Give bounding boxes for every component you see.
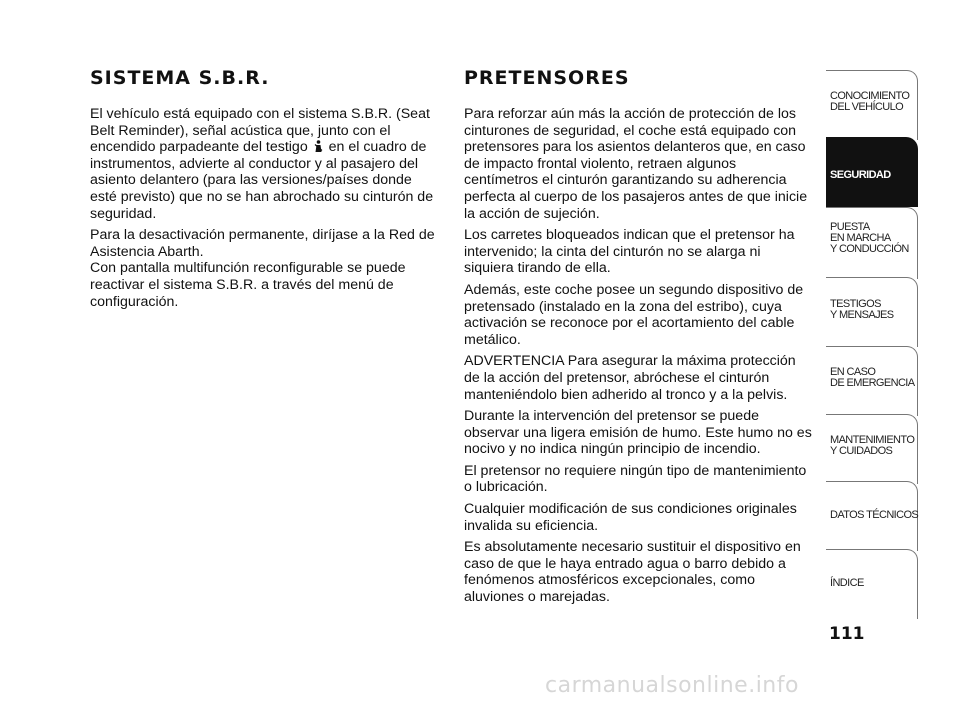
pretensores-paragraph: Los carretes bloqueados indican que el pretensor ha intervenido; la cinta del cinturón no se alarga ni siquiera tirando de ella. (464, 227, 795, 277)
tab-conocimiento-del-vehiculo[interactable]: CONOCIMIENTO DEL VEHÍCULO (826, 70, 918, 140)
sbr-paragraph-3: Con pantalla multifunción reconfigurable se puede reactivar el sistema S.B.R. a través del menú de configuración. (90, 260, 406, 310)
tab-datos-tecnicos[interactable]: DATOS TÉCNICOS (826, 481, 918, 551)
pretensores-paragraph: Además, este coche posee un segundo dispositivo de pretensado (instalado en la zona del estribo), cuya activación se reconoce por el acortamiento del cable metálico. (464, 281, 804, 348)
section-heading-sbr: SISTEMA S.B.R. (90, 67, 270, 89)
pretensores-paragraph: Para reforzar aún más la acción de protección de los cinturones de seguridad, el coche está equipado con pretensores para los asientos delanteros que, en caso de impacto frontal violento, retraen algunos centímetros el cinturón garantizando su adherencia perfecta al cuerpo de los pasajeros antes de que inicie la acción de sujeción. (464, 106, 808, 222)
sbr-paragraph-1: El vehículo está equipado con el sistema S.B.R. (Seat Belt Reminder), señal acústica que, junto con el encendido parpadeante del testigo en el cuadro de instrumentos, advierte al conductor y al pasajero del asiento delantero (para las versiones/países donde esté previsto) que no se han abrochado su cinturón de seguridad. (90, 106, 434, 222)
tab-puesta-en-marcha[interactable]: PUESTA EN MARCHA Y CONDUCCIÓN (826, 207, 918, 279)
section-heading-pretensores: PRETENSORES (464, 67, 630, 89)
page-number: 111 (829, 624, 865, 644)
tab-mantenimiento-y-cuidados[interactable]: MANTENIMIENTO Y CUIDADOS (826, 414, 918, 484)
pretensores-paragraph: Durante la intervención del pretensor se puede observar una ligera emisión de humo. Este humo no es nocivo y no indica ningún principio de incendio. (464, 408, 812, 458)
tab-indice[interactable]: ÍNDICE (826, 549, 918, 619)
tab-seguridad[interactable]: SEGURIDAD (826, 137, 918, 207)
pretensores-paragraph: El pretensor no requiere ningún tipo de mantenimiento o lubricación. (464, 462, 807, 496)
tab-testigos-y-mensajes[interactable]: TESTIGOS Y MENSAJES (826, 277, 918, 347)
pretensores-paragraph: Cualquier modificación de sus condiciones originales invalida su eficiencia. (464, 501, 797, 534)
sbr-body (90, 106, 440, 315)
watermark: carmanualsonline.info (545, 673, 799, 698)
pretensores-paragraph: ADVERTENCIA Para asegurar la máxima protección de la acción del pretensor, abróchese el cinturón manteniéndolo bien adherido al tronco y a la pelvis. (464, 353, 796, 403)
sbr-paragraph-2: Para la desactivación permanente, diríjase a la Red de Asistencia Abarth. (90, 227, 435, 260)
seatbelt-icon (314, 140, 323, 153)
pretensores-paragraph: Es absolutamente necesario sustituir el dispositivo en caso de que le haya entrado agua o barro debido a fenómenos atmosféricos excepcionales, como aluviones o marejadas. (464, 539, 801, 606)
pretensores-body (464, 106, 814, 611)
tab-en-caso-de-emergencia[interactable]: EN CASO DE EMERGENCIA (826, 346, 918, 416)
